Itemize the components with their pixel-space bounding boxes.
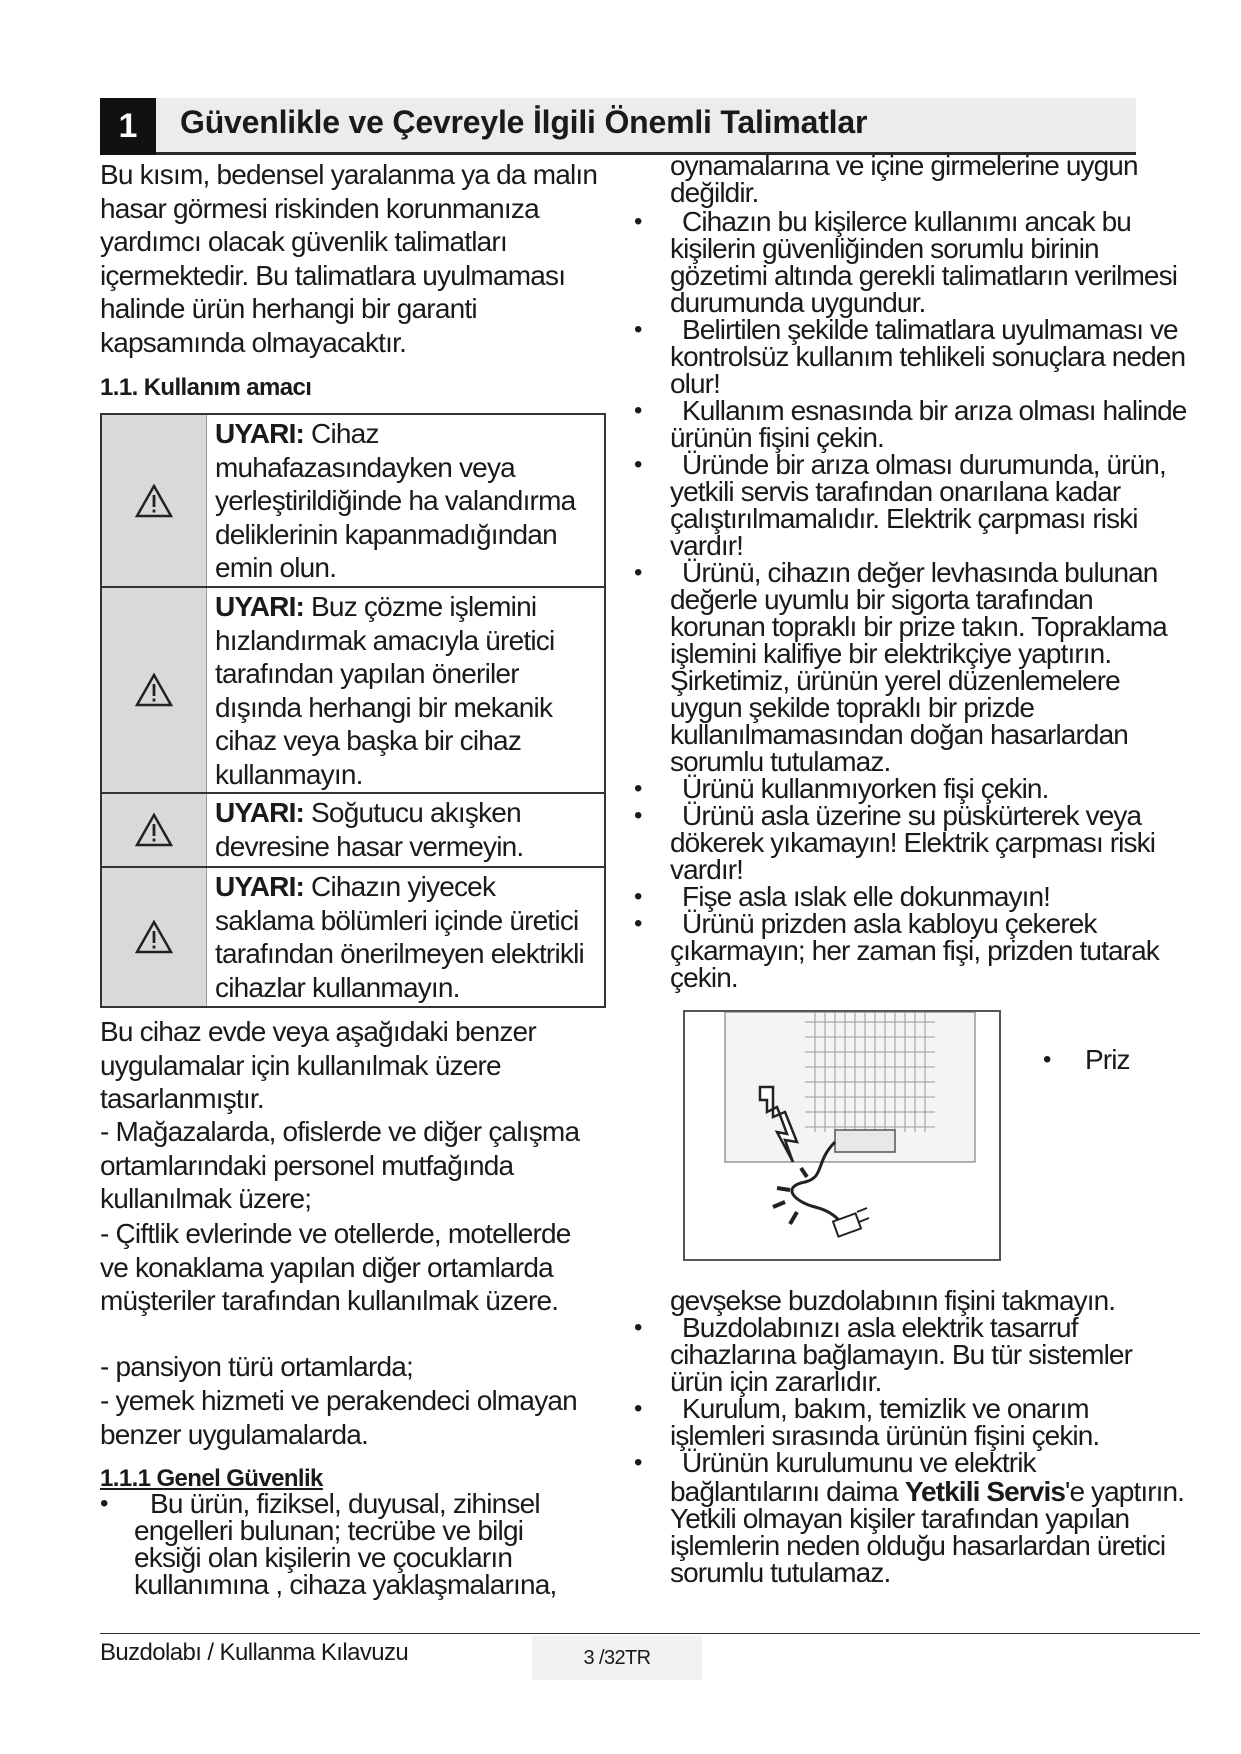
warning-text: UYARI: Cihazın yiyecek saklama bölümleri içinde üretici tarafından önerilmeyen elektrikli cihazlar kullanmayın. (206, 868, 604, 1006)
safety-bullet: • Ürünü asla üzerine su püskürterek veya dökerek yıkamayın! Elektrik çarpması riski vardır! (634, 800, 1156, 885)
continuation-text: gevşekse buzdolabının fişini takmayın. (670, 1285, 1116, 1316)
bullet-dot: • (1043, 1046, 1051, 1073)
page-number: 3 /32TR (532, 1636, 702, 1680)
intro-paragraph: Bu kısım, bedensel yaralanma ya da malın hasar görmesi riskinden korunmanıza yardımcı olacak güvenlik talimatları içermektedir. Bu talimatlara uyulmaması halinde ürün herhangi bir garanti kapsamında olmayacaktır. (100, 159, 598, 358)
section-title: Güvenlikle ve Çevreyle İlgili Önemli Talimatlar (180, 104, 868, 140)
safety-bullet: • Ürünü, cihazın değer levhasında bulunan değerle uyumlu bir sigorta tarafından korunan topraklı bir prize takın. Topraklama işlemini kalifiye bir elektrikçiye yaptırın. Şirketimiz, ürünün yerel düzenlemelere uygun şekilde topraklı bir prizde kullanılmamasından doğan hasarlardan sorumlu tutulamaz. (634, 557, 1167, 777)
right-column-bottom (634, 1285, 1190, 1588)
warning-triangle-icon (102, 588, 206, 792)
safety-bullet: • Kurulum, bakım, temizlik ve onarım işlemleri sırasında ürünün fişini çekin. (634, 1393, 1100, 1451)
safety-bullet: • Üründe bir arıza olması durumunda, ürün, yetkili servis tarafından onarılana kadar çalıştırılmamalıdır. Elektrik çarpması riski vardır! (634, 449, 1166, 561)
section-header (100, 98, 1136, 155)
safety-bullet: • Ürünü kullanmıyorken fişi çekin. (634, 773, 1049, 804)
warning-row (102, 794, 604, 868)
warning-row (102, 415, 604, 588)
warning-triangle-icon (102, 415, 206, 586)
general-bullet: • Bu ürün, fiziksel, duyusal, zihinsel engelleri bulunan; tecrübe ve bilgi eksiği olan kişilerin ve çocukların kullanımına , cihaza yaklaşmalarına, (100, 1488, 557, 1600)
safety-bullet: • Ürünün kurulumunu ve elektrik (634, 1447, 1036, 1478)
warning-triangle-icon (102, 794, 206, 866)
warning-text: UYARI: Soğutucu akışken devresine hasar vermeyin. (206, 794, 604, 866)
priz-bullet: • Priz (1043, 1044, 1130, 1075)
subheading-usage: 1.1. Kullanım amacı (100, 374, 312, 401)
service-paragraph: bağlantılarını daima Yetkili Servis'e yaptırın. Yetkili olmayan kişiler tarafından yapılan işlemlerin neden olduğu hasarlardan üretici sorumlu tutulamaz. (670, 1476, 1185, 1588)
bullet-dot: • (100, 1490, 108, 1517)
footer-divider (100, 1633, 1200, 1634)
safety-bullet: • Fişe asla ıslak elle dokunmayın! (634, 881, 1051, 912)
warning-table (100, 413, 606, 1008)
continuation-text: oynamalarına ve içine girmelerine uygun değildir. (670, 150, 1138, 208)
usage-item: - pansiyon türü ortamlarda; (100, 1351, 414, 1382)
safety-bullet: • Kullanım esnasında bir arıza olması halinde ürünün fişini çekin. (634, 395, 1187, 453)
usage-item: - Mağazalarda, ofislerde ve diğer çalışma ortamlarındaki personel mutfağında kullanılmak üzere; (100, 1116, 580, 1214)
warning-triangle-icon (102, 868, 206, 1006)
warning-text: UYARI: Buz çözme işlemini hızlandırmak amacıyla üretici tarafından yapılan öneriler dışında herhangi bir mekanik cihaz veya başka bir cihaz kullanmayın. (206, 588, 604, 792)
right-column-top (634, 150, 1190, 993)
warning-text: UYARI: Cihaz muhafazasındayken veya yerleştirildiğinde ha valandırma deliklerinin kapanmadığından emin olun. (206, 415, 604, 586)
safety-bullet: • Cihazın bu kişilerce kullanımı ancak bu kişilerin güvenliğinden sorumlu birinin gözetimi altında gerekli talimatların verilmesi durumunda uygundur. (634, 206, 1178, 318)
usage-lead: Bu cihaz evde veya aşağıdaki benzer uygulamalar için kullanılmak üzere tasarlanmıştır. (100, 1016, 536, 1114)
safety-bullet: • Belirtilen şekilde talimatlara uyulmaması ve kontrolsüz kullanım tehlikeli sonuçlara neden olur! (634, 314, 1186, 399)
safety-bullet: • Ürünü prizden asla kabloyu çekerek çıkarmayın; her zaman fişi, prizden tutarak çekin. (634, 908, 1159, 993)
subheading-general-safety: 1.1.1 Genel Güvenlik (100, 1465, 323, 1492)
safety-bullet: • Buzdolabınızı asla elektrik tasarruf cihazlarına bağlamayın. Bu tür sistemler ürün için zararlıdır. (634, 1312, 1132, 1397)
plug-warning-illustration (683, 1010, 1001, 1261)
section-number: 1 (100, 98, 156, 155)
usage-item: - yemek hizmeti ve perakendeci olmayan benzer uygulamalarda. (100, 1385, 577, 1450)
usage-item: - Çiftlik evlerinde ve otellerde, motellerde ve konaklama yapılan diğer ortamlarda müşteriler tarafından kullanılmak üzere. (100, 1218, 571, 1316)
footer-manual-title: Buzdolabı / Kullanma Kılavuzu (100, 1639, 409, 1666)
warning-row (102, 588, 604, 794)
warning-row (102, 868, 604, 1008)
